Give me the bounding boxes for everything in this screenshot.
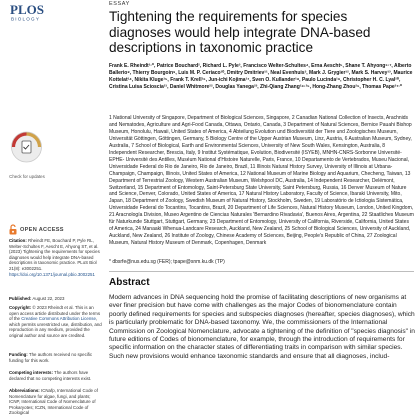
abstract-text: Modern advances in DNA sequencing hold the promise of facilitating descriptions of new organisms at ever finer precision but have come with challenges as the major Codes of bionomenclature contain poorly defined requirements for species and subspecies diagnoses (hereafter, species diagnoses), which is particularly problematic for DNA-based taxonomy. We, the commissioners of the International Commission on Zoological Nomenclature, advocate a tightening of the definition of "species diagnosis" in future editions of Codes of bionomenclature, for example, through the introduction of requirements for specific information on the character states of differentiating traits in comparison with similar species. Such new provisions would enhance taxonomic standards and ensure that all diagnoses, includ- xyxy=(109,294,415,360)
open-access-badge xyxy=(9,224,64,235)
article-title: Tightening the requirements for species diagnoses would help integrate DNA-based descriptions in taxonomic practice xyxy=(109,9,371,55)
author-list: Frank E. Rheindt¹·*, Patrice Bouchard², Richard L. Pyle³, Francisco Welter-Schultes⁴, Erna Aescht⁵, Shane T. Ahyong⁶·⁷, Alberto Ballerio⁸, Thierry Bourgoin⁹, Luis M. P. Ceriaco¹⁰, Dmitry Dmitriev¹¹, Neal Evenhuis³, Mark J. Grygier¹², Mark S. Harvey¹³, Maurice Kottelat¹⁴, Nikita Kluge¹⁵, Frank T. Krell¹⁶, Jun-ichi Kojima¹⁷, Sven O. Kullander¹⁸, Paulo Lucinda¹⁹, Christopher H. C. Lyal²⁰, Cristina Luisa Scioscia²¹, Daniel Whitmore²², Douglas Yanega²³, Zhi-Qiang Zhang²⁴·²⁵, Hong-Zhang Zhou²⁶, Thomas Pape²⁷·* xyxy=(109,63,413,91)
competing-interests-block xyxy=(9,370,102,381)
copyright-block xyxy=(9,305,102,339)
license-link[interactable]: Creative Commons Attribution License xyxy=(21,316,96,322)
plos-biology-logo[interactable] xyxy=(10,2,62,22)
check-for-updates-icon[interactable] xyxy=(10,130,43,176)
open-lock-icon xyxy=(9,224,17,235)
logo-text: PLOS xyxy=(10,2,44,17)
citation-doi-link[interactable]: https://doi.org/10.1371/journal.pbio.3002251 xyxy=(9,271,95,277)
article-type-label: ESSAY xyxy=(109,1,130,7)
affiliations: 1 National University of Singapore, Department of Biological Sciences, Singapore, 2 Canadian National Collection of Insects, Arachnids and Nematodes, Agriculture and Agri-Food Canada, Ottawa, Ontario, Canada, 3 Department of Natural Sciences, Bernice Pauahi Bishop Museum, Honolulu, Hawaii, United States of America, 4 Abteilung Evolution und Biodiversität der Tiere und Zoologisches Museum, Universität Göttingen, Göttingen, Germany, 5 Biology Centre of the Upper Austrian Museum, Linz, Austria, 6 Australian Museum, Sydney, Australia, 7 School of Biological, Earth and Environmental Sciences, University of New South Wales, Kensington, Australia, 8 Independent Researcher, Brescia, Italy, 9 Institut Systématique, Evolution, Biodiversité (ISYEB), MNHN-CNRS-Sorbonne Université-EPHE- Université des Antilles, Muséum National d'Histoire Naturelle, Paris, France, 10 Departamento de Vertebrados, Museu Nacional, Universidade Federal do Rio de Janeiro, Rio de Janeiro, Brazil, 11 Illinois Natural History Survey, University of Illinois at Urbana-Champaign, Champaign, Illinois, United States of America, 12 National Museum of Marine Biology and Aquarium, Checheng, Taiwan, 13 Department of Terrestrial Zoology, Western Australian Museum, Welshpool DC, Australia, 14 Independent Researcher, Delémont, Switzerland, 15 Department of Entomology, Saint-Petersburg State University, Saint Petersburg, Russia, 16 Denver Museum of Nature and Science, Denver, Colorado, United States of America, 17 Natural History Laboratory, Faculty of Science, Ibaraki University, Mito, Japan, 18 Department of Zoology, Swedish Museum of Natural History, Stockholm, Sweden, 19 Laboratório de Ictiologia Sistemática, Universidade Federal do Tocantins, Tocantins, Brazil, 20 Department of Life Sciences, Natural History Museum, London, United Kingdom, 21 Aracnología Division, Museo Argentino de Ciencias Naturales 'Bernardino Rivadavia', Buenos Aires, Argentina, 22 Staatliches Museum für Naturkunde Stuttgart, Stuttgart, Germany, 23 Department of Entomology, University of California, Riverside, California, United States of America, 24 Manaaki Whenua-Landcare Research, Auckland, New Zealand, 25 School of Biological Sciences, University of Auckland, Auckland, New Zealand, 26 Institute of Zoology, Chinese Academy of Sciences, Beijing, People's Republic of China, 27 Zoological Museum, Natural History Museum of Denmark, Copenhagen, Denmark xyxy=(109,115,414,247)
published-block xyxy=(9,296,102,302)
published-label: Published: xyxy=(9,296,32,301)
open-access-label: OPEN ACCESS xyxy=(20,226,64,233)
sidebar xyxy=(0,0,104,420)
divider xyxy=(109,271,414,272)
funding-label: Funding: xyxy=(9,352,28,357)
citation-label: Citation: xyxy=(9,238,27,243)
abstract-heading: Abstract xyxy=(109,277,150,288)
copyright-label: Copyright: xyxy=(9,305,32,310)
copyright-text: © 2023 Rheindt et al. This is an open access article distributed under the terms of the xyxy=(9,305,101,322)
corresponding-email[interactable]: * dbsrfe@nus.edu.sg (FER); tpape@snm.ku.dk (TP) xyxy=(109,259,225,265)
check-for-updates-label[interactable]: Check for updates xyxy=(9,174,45,179)
abbreviations-label: Abbreviations: xyxy=(9,388,40,393)
citation-text: Rheindt FE, Bouchard P, Pyle RL, Welter-Schultes F, Aescht E, Ahyong ST, et al. (2023) Tightening the requirements for species diagnoses would help integrate DNA-based descriptions in taxonomic practice. PLoS Biol 21(8): e3002251. xyxy=(9,238,100,271)
citation-block xyxy=(9,238,102,277)
funding-block xyxy=(9,352,102,363)
copyright-rest: , which permits unrestricted use, distribution, and reproduction in any medium, provided the original author and source are credited. xyxy=(9,316,102,338)
competing-label: Competing interests: xyxy=(9,370,53,375)
logo-sub: BIOLOGY xyxy=(11,16,41,22)
abbreviations-text: ICNafp, International Code of Nomenclature for algae, fungi, and plants; ICNP, International Code of Nomenclature of Prokaryotes; ICZN, International Code of Zoological xyxy=(9,388,98,416)
competing-text: The authors have declared that no competing interests exist. xyxy=(9,370,92,381)
abbreviations-block xyxy=(9,388,102,416)
funding-text: The authors received no specific funding for this work. xyxy=(9,352,93,363)
published-date: August 22, 2023 xyxy=(31,296,65,301)
